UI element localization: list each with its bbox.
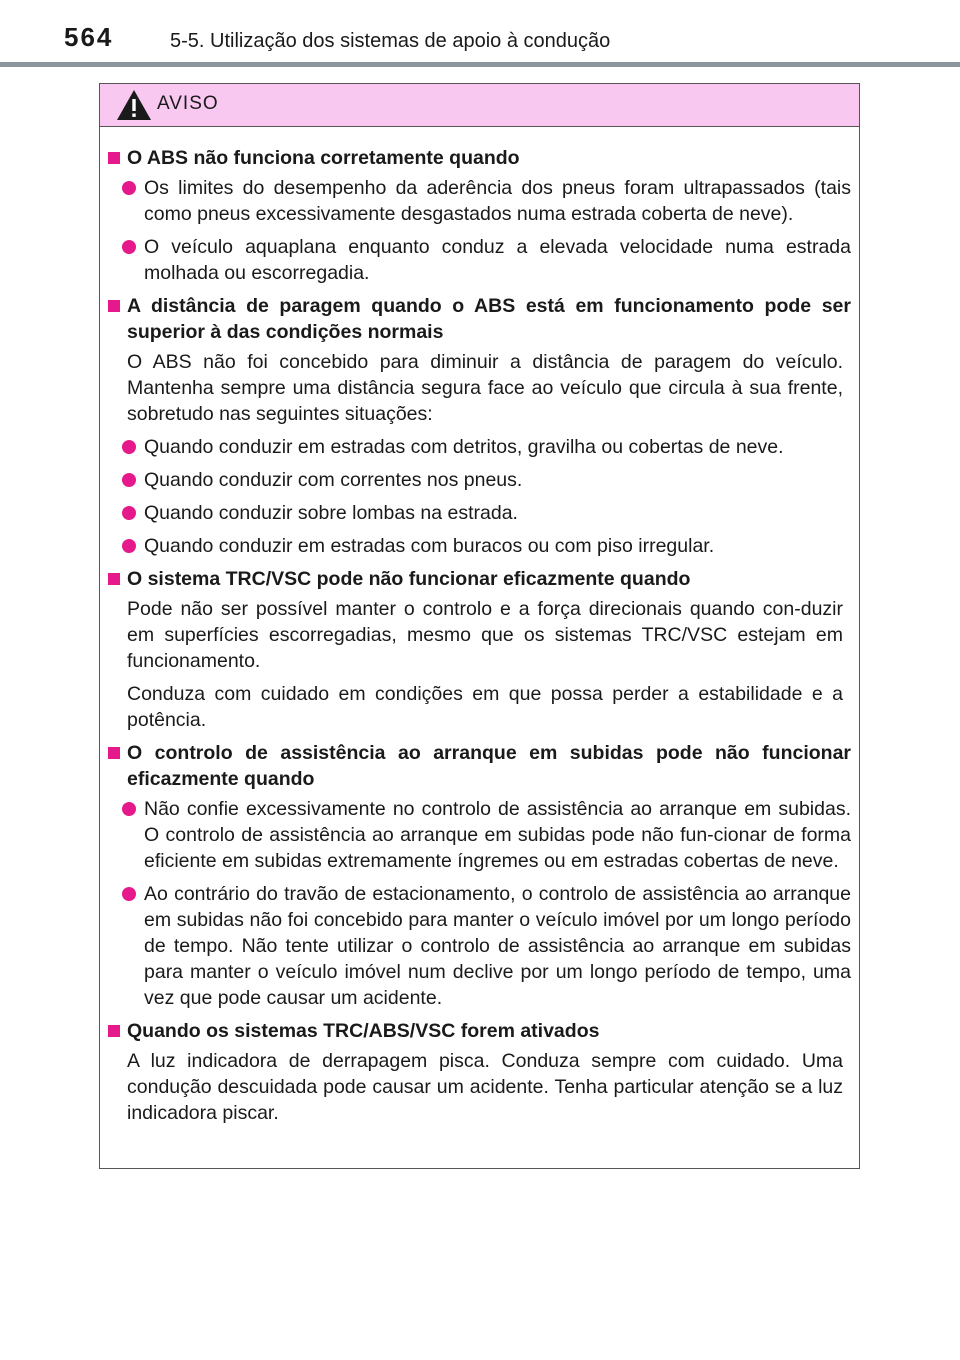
section-heading	[108, 1018, 851, 1044]
warning-section	[108, 1018, 851, 1126]
round-bullet-icon	[122, 240, 136, 254]
warning-section	[108, 145, 851, 286]
bullet-item	[108, 175, 851, 227]
warning-section	[108, 293, 851, 559]
round-bullet-icon	[122, 539, 136, 553]
body-paragraph: Pode não ser possível manter o controlo e a força direcionais quando con-duzir em superfícies escorregadias, mesmo que os sistemas TRC/VSC estejam em funcionamento.	[127, 598, 843, 672]
warning-box	[99, 83, 860, 1169]
section-heading-text: O sistema TRC/VSC pode não funcionar eficazmente quando	[127, 568, 691, 590]
section-heading-text: O ABS não funciona corretamente quando	[127, 147, 520, 169]
bullet-item	[108, 533, 851, 559]
page-number: 564	[64, 22, 114, 52]
round-bullet-icon	[122, 181, 136, 195]
body-paragraph: A luz indicadora de derrapagem pisca. Conduza sempre com cuidado. Uma condução descuidada pode causar um acidente. Tenha particular atenção se a luz indicadora piscar.	[127, 1050, 843, 1124]
bullet-text: Ao contrário do travão de estacionamento, o controlo de assistência ao arranque em subidas não foi concebido para manter o veículo imóvel por um longo período de tempo. Não tente utilizar o controlo de assistência ao arranque em subidas para manter o veículo imóvel num declive por um longo período de tempo, uma vez que pode causar um acidente.	[144, 883, 851, 1009]
bullet-item	[108, 881, 851, 1011]
bullet-text: Quando conduzir em estradas com detritos, gravilha ou cobertas de neve.	[144, 436, 784, 458]
bullet-item	[108, 234, 851, 286]
bullet-text: Quando conduzir em estradas com buracos ou com piso irregular.	[144, 535, 715, 557]
warning-label: AVISO	[157, 93, 219, 114]
round-bullet-icon	[122, 506, 136, 520]
square-bullet-icon	[108, 152, 120, 164]
page-header	[0, 0, 960, 68]
round-bullet-icon	[122, 802, 136, 816]
section-heading-text: Quando os sistemas TRC/ABS/VSC forem ativados	[127, 1020, 600, 1042]
section-title: 5-5. Utilização dos sistemas de apoio à condução	[170, 30, 611, 52]
square-bullet-icon	[108, 300, 120, 312]
warning-header	[100, 84, 859, 127]
section-heading	[108, 145, 851, 171]
square-bullet-icon	[108, 1025, 120, 1037]
bullet-text: Quando conduzir com correntes nos pneus.	[144, 469, 523, 491]
section-heading	[108, 293, 851, 345]
section-heading	[108, 566, 851, 592]
bullet-item	[108, 467, 851, 493]
body-paragraph: O ABS não foi concebido para diminuir a distância de paragem do veículo. Mantenha sempre uma distância segura face ao veículo que circula à sua frente, sobretudo nas seguintes situações:	[127, 351, 843, 425]
body-paragraph: Conduza com cuidado em condições em que possa perder a estabilidade e a potência.	[127, 683, 843, 731]
square-bullet-icon	[108, 573, 120, 585]
section-heading-text: O controlo de assistência ao arranque em subidas pode não funcionar eficazmente quando	[127, 742, 851, 790]
header-rule	[0, 62, 960, 67]
bullet-text: Não confie excessivamente no controlo de assistência ao arranque em subidas. O controlo de assistência ao arranque em subidas pode não fun-cionar de forma eficiente em subidas extremamente íngremes ou em estradas cobertas de neve.	[144, 798, 851, 872]
round-bullet-icon	[122, 887, 136, 901]
warning-section	[108, 566, 851, 733]
bullet-item	[108, 500, 851, 526]
round-bullet-icon	[122, 440, 136, 454]
square-bullet-icon	[108, 747, 120, 759]
bullet-item	[108, 796, 851, 874]
section-heading-text: A distância de paragem quando o ABS está em funcionamento pode ser superior à das condições normais	[127, 295, 851, 343]
round-bullet-icon	[122, 473, 136, 487]
bullet-text: O veículo aquaplana enquanto conduz a elevada velocidade numa estrada molhada ou escorregadia.	[144, 236, 851, 284]
bullet-text: Os limites do desempenho da aderência dos pneus foram ultrapassados (tais como pneus excessivamente desgastados numa estrada coberta de neve).	[144, 177, 851, 225]
warning-triangle-icon	[116, 89, 152, 121]
bullet-text: Quando conduzir sobre lombas na estrada.	[144, 502, 518, 524]
section-heading	[108, 740, 851, 792]
warning-section	[108, 740, 851, 1011]
bullet-item	[108, 434, 851, 460]
warning-content	[100, 127, 859, 1126]
